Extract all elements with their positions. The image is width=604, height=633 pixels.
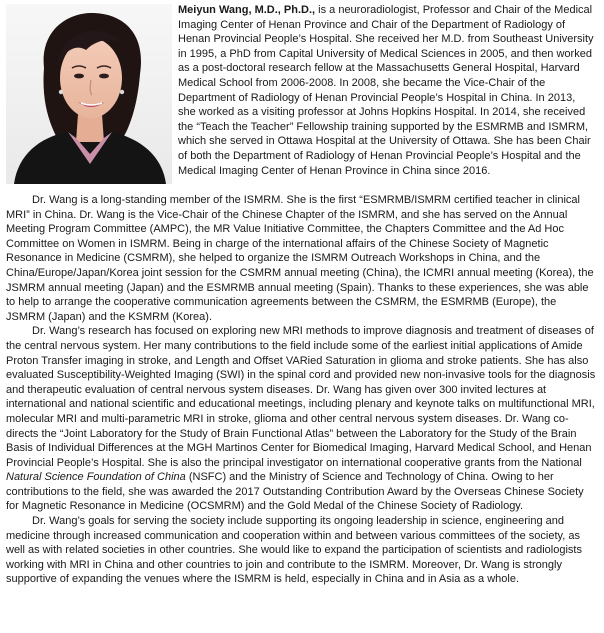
bio-research-foundation: Natural Science Foundation of China	[6, 471, 186, 484]
portrait-photo	[6, 4, 172, 184]
bio-research-text-b: (NSFC) and the Ministry of Science and Technology of China. Owing to her contributions to the field, she was awarded the 2017 Outstanding Contribution Award by the Overseas Chinese Society for Magnetic Resonance in Medicine (OCSMRM) and the Gold Medal of the Chinese Society of Radiology.	[6, 471, 584, 513]
bio-paragraph-membership: Dr. Wang is a long-standing member of the ISMRM. She is the first “ESMRMB/ISMRM certified teacher in clinical MRI” in China. Dr. Wang is the Vice-Chair of the Chinese Chapter of the ISMRM, and she has served on the Annual Meeting Program Committee (AMPC), the MR Value Initiative Committee, the Chapters Committee and the Ad Hoc Committee on Women in ISMRM. Being in charge of the international affairs of the Chinese Society of Magnetic Resonance in Medicine (CSMRM), she helped to organize the ISMRM Outreach Workshops in China, and the China/Europe/Japan/Korea joint session for the CSMRM annual meeting (China), the ICMRI annual meeting (Korea), the JSMRM annual meeting (Japan) and the ESMRMB annual meeting (Spain). Thanks to these experiences, she was able to help to arrange the cooperative communication agreements between the CSMRM, the ESMRMB (Europe), the JSMRM (Japan) and the KSMRM (Korea).	[6, 194, 594, 323]
bio-paragraph-goals: Dr. Wang’s goals for serving the society include supporting its ongoing leadership in science, engineering and medicine through increased communication and cooperation within and between various committees of the society, as well as with related societies in other countries. She would like to expand the participation of scientists and radiologists working with MRI in China and other countries to join and contribute to the ISMRM. Moreover, Dr. Wang is strongly supportive of expanding the venues where the ISMRM is held, especially in China and in Asia as a whole.	[6, 515, 582, 586]
bio-paragraph-research	[6, 324, 596, 514]
bio-name: Meiyun Wang, M.D., Ph.D.,	[178, 4, 316, 16]
bio-body	[6, 193, 596, 587]
bio-intro	[178, 3, 596, 178]
bio-intro-text: is a neuroradiologist, Professor and Chair of the Medical Imaging Center of Henan Province and Chair of the Department of Radiology of Henan Provincial People’s Hospital. She received her M.D. from Southeast University in 1995, a PhD from Capital University of Medical Sciences in 2005, and then worked as a post-doctoral research fellow at the Massachusetts General Hospital, Harvard Medical School from 2006-2008. In 2008, she became the Vice-Chair of the Department of Radiology of Henan Provincial People’s Hospital in China. In 2013, she worked as a visiting professor at Johns Hopkins Hospital. In 2014, she received the “Teach the Teacher” Fellowship training supported by the ESMRMB and ISMRM, which she served in Ottawa Hospital at the University of Ottawa. She has been Chair of both the Department of Radiology of Henan Provincial People’s Hospital and the Medical Imaging Center of Henan Province in China since 2016.	[178, 4, 594, 177]
bio-research-text-a: Dr. Wang’s research has focused on exploring new MRI methods to improve diagnosis and treatment of diseases of the central nervous system. Her many contributions to the field include some of the earliest initial applications of Amide Proton Transfer imaging in stroke, and Length and Offset VARied Saturation in glioma and stroke patients. She has also evaluated Susceptibility-Weighted Imaging (SWI) in the spinal cord and provided new non-invasive tools for the diagnosis and therapeutic evaluation of central nervous system diseases. Dr. Wang has given over 300 invited lectures at international and national scientific and educational meetings, including plenary and keynote talks on multifunctional MRI, molecular MRI and multi-parametric MRI in stroke, glioma and other central nervous system diseases. Dr. Wang co-directs the “Joint Laboratory for the Study of Brain Functional Atlas” between the Laboratory for the Study of the Brain Basis of Individual Differences at the MGH Martinos Center for Biomedical Imaging, Harvard Medical School, and Henan Provincial People’s Hospital. She is also the principal investigator on international cooperative grants from the National	[6, 325, 596, 469]
